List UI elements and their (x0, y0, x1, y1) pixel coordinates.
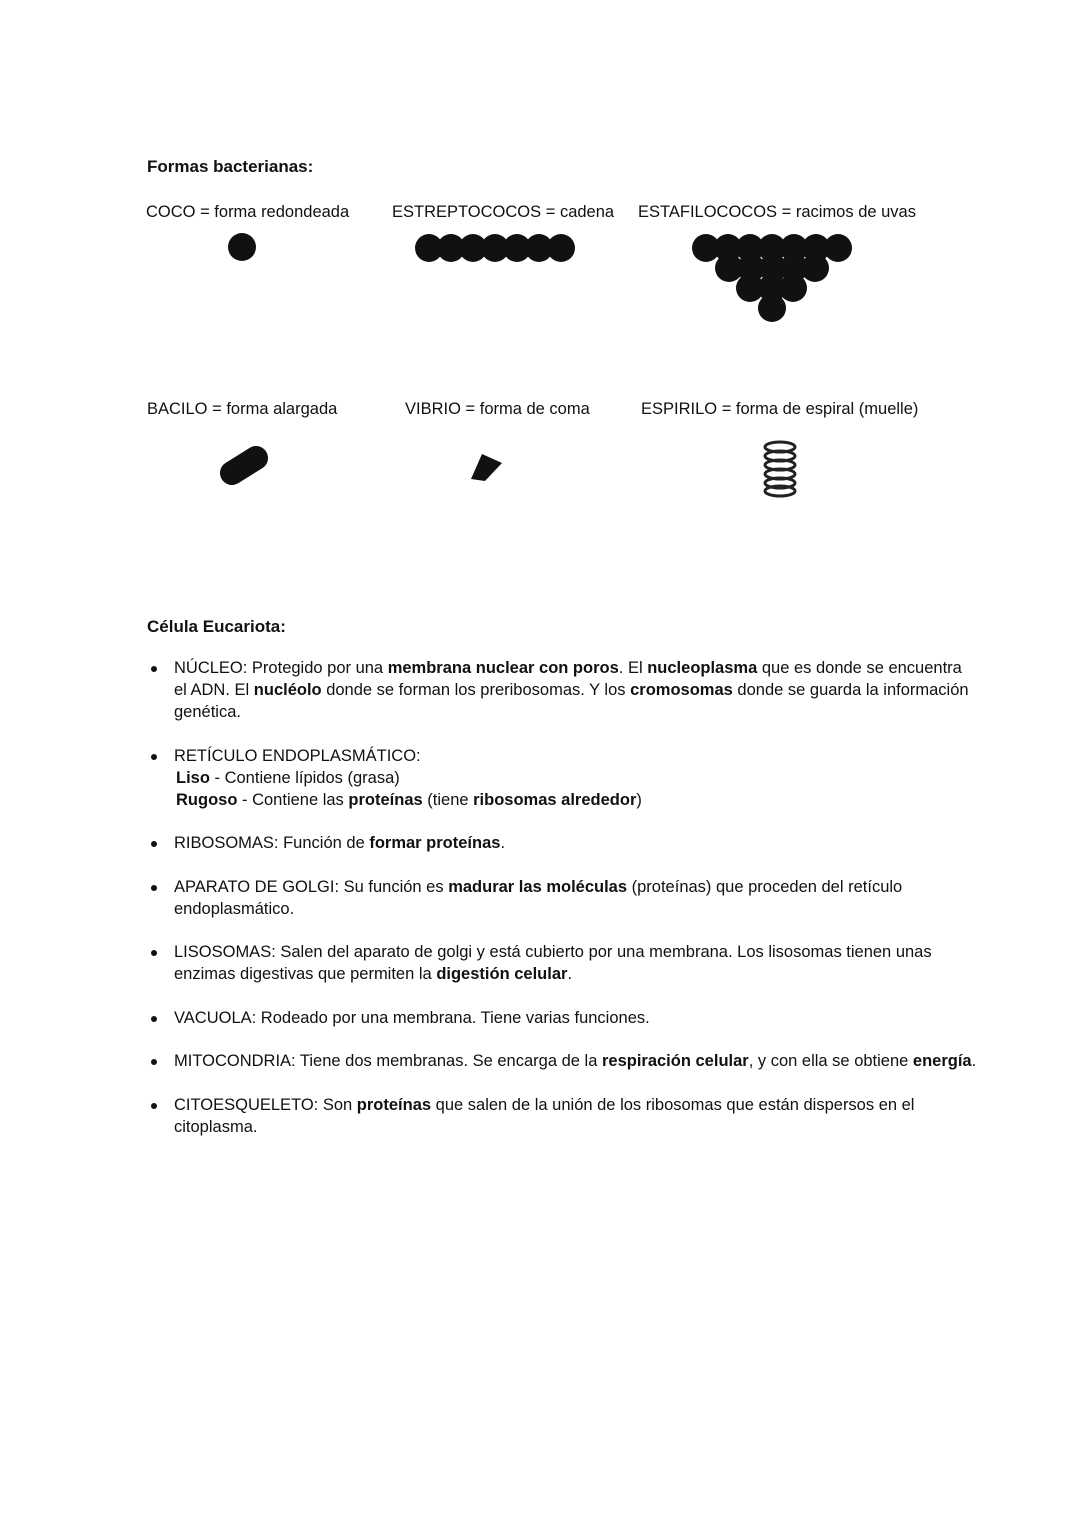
eukaryotic-cell-heading: Célula Eucariota: (147, 617, 286, 636)
reticulo-title: RETÍCULO ENDOPLASMÁTICO: (174, 746, 421, 765)
bacilo-shape-icon (212, 440, 274, 490)
coco-label: COCO = forma redondeada (146, 203, 350, 221)
organelle-item-citoesqueleto: CITOESQUELETO: Son proteínas que salen de la unión de los ribosomas que están dispersos en el citoplasma. (147, 1094, 977, 1138)
vibrio-shape-icon (466, 450, 506, 486)
organelle-item-reticulo (147, 745, 977, 811)
organelle-list (147, 657, 977, 1159)
espirilo-spring-icon (758, 438, 804, 502)
organelle-item-golgi: APARATO DE GOLGI: Su función es madurar las moléculas (proteínas) que proceden del retículo endoplasmático. (147, 876, 977, 920)
estreptococos-shape-icon (410, 228, 580, 268)
organelle-item-ribosomas: RIBOSOMAS: Función de formar proteínas. (147, 832, 977, 854)
reticulo-rugoso: Rugoso - Contiene las proteínas (tiene ribosomas alrededor) (176, 790, 642, 809)
espirilo-label: ESPIRILO = forma de espiral (muelle) (641, 400, 919, 418)
organelle-item-nucleo: NÚCLEO: Protegido por una membrana nuclear con poros. El nucleoplasma que es donde se encuentra el ADN. El nucléolo donde se forman los preribosomas. Y los cromosomas donde se guarda la información genética. (147, 657, 977, 723)
vibrio-label: VIBRIO = forma de coma (405, 400, 590, 418)
estreptococos-label: ESTREPTOCOCOS = cadena (392, 203, 615, 221)
estafilococos-label: ESTAFILOCOCOS = racimos de uvas (638, 203, 916, 221)
organelle-item-lisosomas: LISOSOMAS: Salen del aparato de golgi y está cubierto por una membrana. Los lisosomas tienen unas enzimas digestivas que permiten la digestión celular. (147, 941, 977, 985)
reticulo-liso: Liso - Contiene lípidos (grasa) (176, 768, 400, 787)
estafilococos-shape-icon (688, 228, 858, 328)
coco-shape-icon (222, 227, 262, 267)
bacilo-label: BACILO = forma alargada (147, 400, 338, 418)
organelle-item-vacuola: VACUOLA: Rodeado por una membrana. Tiene varias funciones. (147, 1007, 977, 1029)
bacterial-shapes-heading: Formas bacterianas: (147, 157, 314, 176)
organelle-item-mitocondria: MITOCONDRIA: Tiene dos membranas. Se encarga de la respiración celular, y con ella se obtiene energía. (147, 1050, 977, 1072)
